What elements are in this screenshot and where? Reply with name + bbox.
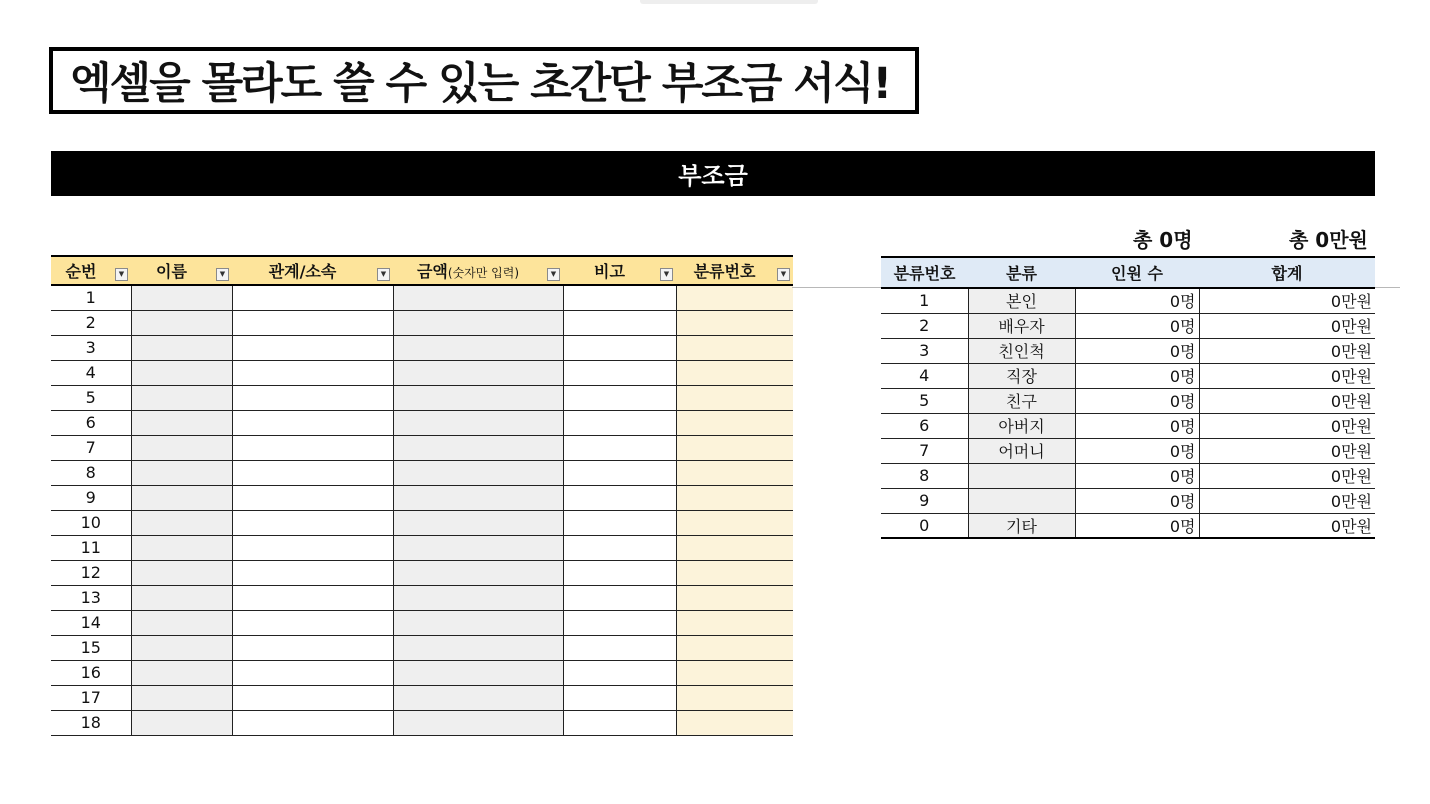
people-count-cell: 0명 — [1075, 388, 1199, 413]
category-name-cell[interactable]: 직장 — [968, 363, 1075, 388]
name-cell[interactable] — [131, 585, 232, 610]
table-row — [51, 310, 793, 335]
seq-cell: 14 — [51, 610, 131, 635]
memo-cell[interactable] — [563, 385, 676, 410]
name-cell[interactable] — [131, 560, 232, 585]
amount-cell[interactable] — [393, 510, 563, 535]
amount-cell[interactable] — [393, 435, 563, 460]
category-code-cell[interactable] — [676, 635, 793, 660]
table-row — [881, 413, 1375, 438]
seq-cell: 7 — [51, 435, 131, 460]
name-cell[interactable] — [131, 535, 232, 560]
category-name-cell[interactable]: 어머니 — [968, 438, 1075, 463]
memo-cell[interactable] — [563, 510, 676, 535]
seq-cell: 15 — [51, 635, 131, 660]
category-header-row — [881, 257, 1375, 288]
amount-cell[interactable] — [393, 385, 563, 410]
people-count-cell: 0명 — [1075, 463, 1199, 488]
seq-cell: 10 — [51, 510, 131, 535]
memo-cell[interactable] — [563, 610, 676, 635]
memo-cell[interactable] — [563, 535, 676, 560]
memo-cell[interactable] — [563, 335, 676, 360]
amount-cell[interactable] — [393, 635, 563, 660]
people-count-cell: 0명 — [1075, 513, 1199, 538]
table-row — [51, 460, 793, 485]
seq-cell: 2 — [51, 310, 131, 335]
people-count-cell: 0명 — [1075, 313, 1199, 338]
people-count-cell: 0명 — [1075, 488, 1199, 513]
memo-cell[interactable] — [563, 460, 676, 485]
seq-cell: 11 — [51, 535, 131, 560]
memo-cell[interactable] — [563, 660, 676, 685]
header-relation-label: 관계/소속 — [268, 262, 337, 281]
people-count-cell: 0명 — [1075, 438, 1199, 463]
category-name-cell[interactable]: 배우자 — [968, 313, 1075, 338]
header-category-code: 분류번호 — [881, 257, 968, 288]
category-code-cell: 0 — [881, 513, 968, 538]
table-row — [881, 488, 1375, 513]
memo-cell[interactable] — [563, 560, 676, 585]
relation-cell[interactable] — [232, 610, 393, 635]
name-cell[interactable] — [131, 335, 232, 360]
category-summary-table — [881, 256, 1375, 539]
category-name-cell[interactable] — [968, 463, 1075, 488]
table-row — [51, 410, 793, 435]
header-memo — [563, 256, 676, 285]
ledger-header-row — [51, 256, 793, 285]
table-row — [51, 585, 793, 610]
header-category: 분류 — [968, 257, 1075, 288]
people-count-cell: 0명 — [1075, 338, 1199, 363]
name-cell[interactable] — [131, 310, 232, 335]
sum-cell: 0만원 — [1199, 513, 1375, 538]
sum-cell: 0만원 — [1199, 388, 1375, 413]
relation-cell[interactable] — [232, 710, 393, 735]
category-code-cell[interactable] — [676, 560, 793, 585]
category-name-cell[interactable]: 친구 — [968, 388, 1075, 413]
category-code-cell: 5 — [881, 388, 968, 413]
relation-cell[interactable] — [232, 360, 393, 385]
table-row — [51, 635, 793, 660]
header-amount-label: 금액 — [416, 262, 448, 281]
header-name — [131, 256, 232, 285]
memo-cell[interactable] — [563, 485, 676, 510]
filter-dropdown-icon[interactable]: ▼ — [377, 268, 390, 281]
category-code-cell: 1 — [881, 288, 968, 313]
relation-cell[interactable] — [232, 460, 393, 485]
relation-cell[interactable] — [232, 285, 393, 310]
table-row — [51, 610, 793, 635]
memo-cell[interactable] — [563, 585, 676, 610]
seq-cell: 12 — [51, 560, 131, 585]
category-code-cell[interactable] — [676, 710, 793, 735]
amount-cell[interactable] — [393, 360, 563, 385]
memo-cell[interactable] — [563, 635, 676, 660]
seq-cell: 9 — [51, 485, 131, 510]
relation-cell[interactable] — [232, 585, 393, 610]
sum-cell: 0만원 — [1199, 313, 1375, 338]
people-count-cell: 0명 — [1075, 288, 1199, 313]
table-row — [881, 388, 1375, 413]
name-cell[interactable] — [131, 460, 232, 485]
table-row — [881, 363, 1375, 388]
sum-cell: 0만원 — [1199, 413, 1375, 438]
category-name-cell[interactable]: 본인 — [968, 288, 1075, 313]
table-row — [51, 660, 793, 685]
category-code-cell: 4 — [881, 363, 968, 388]
seq-cell: 4 — [51, 360, 131, 385]
memo-cell[interactable] — [563, 360, 676, 385]
relation-cell[interactable] — [232, 435, 393, 460]
seq-cell: 18 — [51, 710, 131, 735]
table-row — [881, 288, 1375, 313]
header-amount — [393, 256, 563, 285]
filter-dropdown-icon[interactable]: ▼ — [115, 268, 128, 281]
people-count-cell: 0명 — [1075, 363, 1199, 388]
header-code — [676, 256, 793, 285]
amount-cell[interactable] — [393, 410, 563, 435]
header-sum: 합계 — [1199, 257, 1375, 288]
table-row — [51, 485, 793, 510]
category-code-cell[interactable] — [676, 535, 793, 560]
gift-ledger-table — [51, 255, 793, 736]
relation-cell[interactable] — [232, 685, 393, 710]
amount-cell[interactable] — [393, 535, 563, 560]
name-cell[interactable] — [131, 635, 232, 660]
category-code-cell[interactable] — [676, 685, 793, 710]
seq-cell: 5 — [51, 385, 131, 410]
category-code-cell: 7 — [881, 438, 968, 463]
name-cell[interactable] — [131, 285, 232, 310]
seq-cell: 3 — [51, 335, 131, 360]
name-cell[interactable] — [131, 610, 232, 635]
relation-cell[interactable] — [232, 335, 393, 360]
filter-dropdown-icon[interactable]: ▼ — [777, 268, 790, 281]
table-row — [51, 360, 793, 385]
relation-cell[interactable] — [232, 485, 393, 510]
sum-cell: 0만원 — [1199, 363, 1375, 388]
filter-dropdown-icon[interactable]: ▼ — [216, 268, 229, 281]
seq-cell: 1 — [51, 285, 131, 310]
memo-cell[interactable] — [563, 410, 676, 435]
amount-cell[interactable] — [393, 660, 563, 685]
table-row — [881, 463, 1375, 488]
relation-cell[interactable] — [232, 310, 393, 335]
name-cell[interactable] — [131, 685, 232, 710]
table-row — [881, 338, 1375, 363]
sum-cell: 0만원 — [1199, 463, 1375, 488]
sum-cell: 0만원 — [1199, 438, 1375, 463]
category-code-cell: 3 — [881, 338, 968, 363]
table-row — [51, 685, 793, 710]
name-cell[interactable] — [131, 485, 232, 510]
table-row — [51, 285, 793, 310]
memo-cell[interactable] — [563, 285, 676, 310]
category-code-cell[interactable] — [676, 485, 793, 510]
header-seq — [51, 256, 131, 285]
table-row — [51, 335, 793, 360]
name-cell[interactable] — [131, 510, 232, 535]
category-code-cell[interactable] — [676, 335, 793, 360]
memo-cell[interactable] — [563, 710, 676, 735]
amount-cell[interactable] — [393, 610, 563, 635]
category-code-cell: 2 — [881, 313, 968, 338]
table-row — [881, 313, 1375, 338]
category-code-cell: 6 — [881, 413, 968, 438]
seq-cell: 6 — [51, 410, 131, 435]
memo-cell[interactable] — [563, 435, 676, 460]
relation-cell[interactable] — [232, 635, 393, 660]
category-code-cell[interactable] — [676, 585, 793, 610]
seq-cell: 13 — [51, 585, 131, 610]
table-row — [51, 435, 793, 460]
category-code-cell[interactable] — [676, 435, 793, 460]
table-row — [51, 385, 793, 410]
category-code-cell[interactable] — [676, 385, 793, 410]
sheet-tab-edge — [640, 0, 818, 4]
header-people-count: 인원 수 — [1075, 257, 1199, 288]
memo-cell[interactable] — [563, 685, 676, 710]
section-banner — [51, 151, 1375, 196]
seq-cell: 16 — [51, 660, 131, 685]
relation-cell[interactable] — [232, 510, 393, 535]
sum-cell: 0만원 — [1199, 288, 1375, 313]
relation-cell[interactable] — [232, 535, 393, 560]
table-row — [881, 513, 1375, 538]
name-cell[interactable] — [131, 385, 232, 410]
total-amount: 총 0만원 — [1289, 228, 1368, 252]
table-row — [881, 438, 1375, 463]
relation-cell[interactable] — [232, 385, 393, 410]
page-title — [49, 47, 919, 114]
amount-cell[interactable] — [393, 335, 563, 360]
category-name-cell[interactable]: 친인척 — [968, 338, 1075, 363]
category-name-cell[interactable]: 기타 — [968, 513, 1075, 538]
relation-cell[interactable] — [232, 410, 393, 435]
filter-dropdown-icon[interactable]: ▼ — [660, 268, 673, 281]
category-code-cell[interactable] — [676, 660, 793, 685]
page-title-text: 엑셀을 몰라도 쓸 수 있는 초간단 부조금 서식! — [70, 59, 891, 109]
category-code-cell[interactable] — [676, 360, 793, 385]
section-banner-text: 부조금 — [678, 162, 748, 190]
category-name-cell[interactable]: 아버지 — [968, 413, 1075, 438]
amount-cell[interactable] — [393, 485, 563, 510]
category-code-cell[interactable] — [676, 285, 793, 310]
sum-cell: 0만원 — [1199, 488, 1375, 513]
amount-cell[interactable] — [393, 560, 563, 585]
name-cell[interactable] — [131, 360, 232, 385]
name-cell[interactable] — [131, 710, 232, 735]
name-cell[interactable] — [131, 660, 232, 685]
amount-cell[interactable] — [393, 685, 563, 710]
category-code-cell[interactable] — [676, 310, 793, 335]
name-cell[interactable] — [131, 410, 232, 435]
seq-cell: 17 — [51, 685, 131, 710]
category-code-cell[interactable] — [676, 610, 793, 635]
header-relation — [232, 256, 393, 285]
relation-cell[interactable] — [232, 660, 393, 685]
people-count-cell: 0명 — [1075, 413, 1199, 438]
category-code-cell[interactable] — [676, 460, 793, 485]
table-row — [51, 535, 793, 560]
filter-dropdown-icon[interactable]: ▼ — [547, 268, 560, 281]
seq-cell: 8 — [51, 460, 131, 485]
category-code-cell: 8 — [881, 463, 968, 488]
relation-cell[interactable] — [232, 560, 393, 585]
sum-cell: 0만원 — [1199, 338, 1375, 363]
amount-cell[interactable] — [393, 285, 563, 310]
category-code-cell[interactable] — [676, 410, 793, 435]
category-code-cell[interactable] — [676, 510, 793, 535]
amount-cell[interactable] — [393, 710, 563, 735]
amount-cell[interactable] — [393, 460, 563, 485]
total-people: 총 0명 — [1133, 228, 1193, 252]
header-amount-note: (숫자만 입력) — [447, 266, 520, 280]
memo-cell[interactable] — [563, 310, 676, 335]
table-row — [51, 510, 793, 535]
amount-cell[interactable] — [393, 585, 563, 610]
header-code-label: 분류번호 — [693, 262, 756, 281]
table-row — [51, 560, 793, 585]
header-memo-label: 비고 — [594, 262, 625, 281]
header-name-label: 이름 — [156, 262, 187, 281]
category-name-cell[interactable] — [968, 488, 1075, 513]
amount-cell[interactable] — [393, 310, 563, 335]
header-seq-label: 순번 — [65, 262, 97, 281]
table-row — [51, 710, 793, 735]
name-cell[interactable] — [131, 435, 232, 460]
category-code-cell: 9 — [881, 488, 968, 513]
